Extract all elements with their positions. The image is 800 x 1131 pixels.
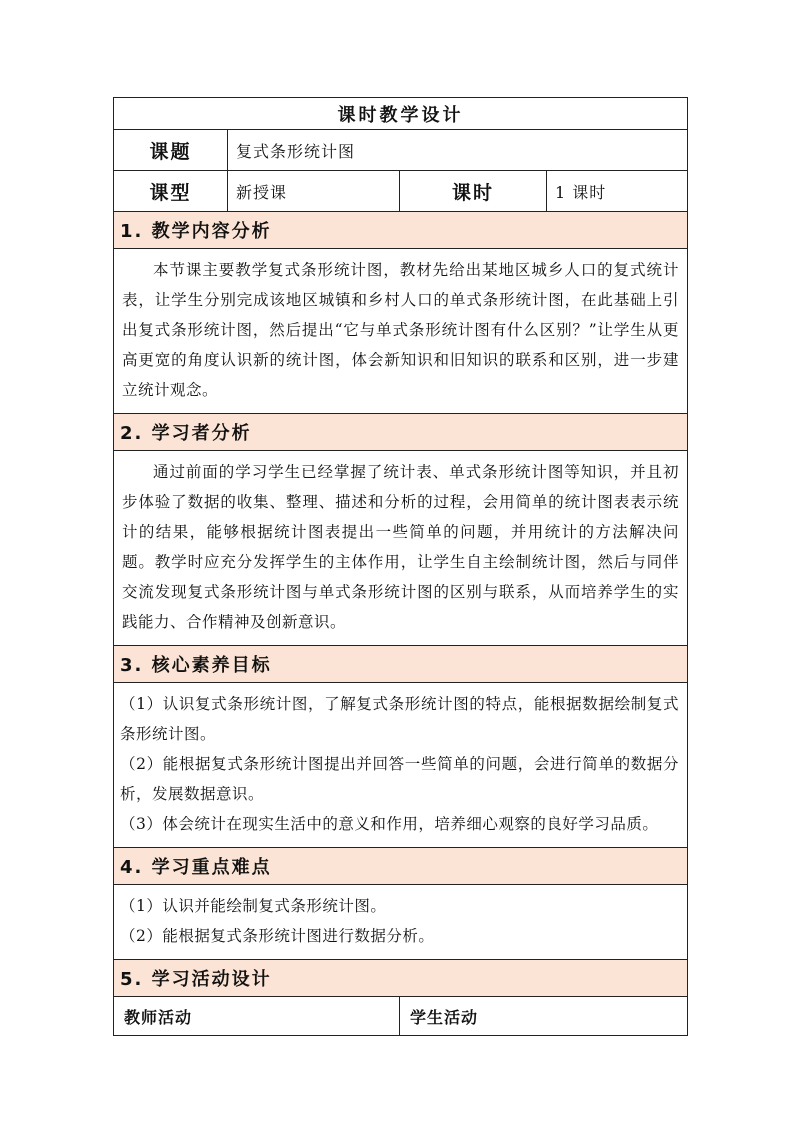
lesson-plan-sheet: [113, 97, 687, 1036]
core-goals-body: [114, 683, 688, 848]
topic-value: 复式条形统计图: [228, 130, 688, 171]
class-hours-label: 课时: [400, 171, 547, 212]
core-goal-item: （1）认识复式条形统计图，了解复式条形统计图的特点，能根据数据绘制复式条形统计图。: [120, 695, 679, 743]
content-analysis-body: [114, 249, 688, 414]
student-activity-header: 学生活动: [400, 997, 688, 1036]
content-analysis-text: 本节课主要教学复式条形统计图，教材先给出某地区城乡人口的复式统计表，让学生分别完成该地区城镇和乡村人口的单式条形统计图，在此基础上引出复式条形统计图，然后提出“它与单式条形统计图有什么区别？”让学生从更高更宽的角度认识新的统计图，体会新知识和旧知识的联系和区别，进一步建立统计观念。: [122, 261, 679, 399]
class-hours-value: 1 课时: [547, 171, 688, 212]
section-heading-learner-analysis: 2. 学习者分析: [114, 414, 688, 451]
lesson-type-value: 新授课: [228, 171, 400, 212]
section-heading-key-points: 4. 学习重点难点: [114, 848, 688, 885]
lesson-type-label: 课型: [114, 171, 228, 212]
page-title: 课时教学设计: [114, 98, 688, 130]
learner-analysis-body: [114, 451, 688, 646]
learner-analysis-text: 通过前面的学习学生已经掌握了统计表、单式条形统计图等知识，并且初步体验了数据的收集、整理、描述和分析的过程，会用简单的统计图表表示统计的结果，能够根据统计图表提出一些简单的问题，并用统计的方法解决问题。教学时应充分发挥学生的主体作用，让学生自主绘制统计图，然后与同伴交流发现复式条形统计图与单式条形统计图的区别与联系，从而培养学生的实践能力、合作精神及创新意识。: [122, 463, 679, 631]
section-heading-activities: 5. 学习活动设计: [114, 960, 688, 997]
topic-label: 课题: [114, 130, 228, 171]
section-heading-content-analysis: 1. 教学内容分析: [114, 212, 688, 249]
teacher-activity-header: 教师活动: [114, 997, 400, 1036]
core-goal-item: （2）能根据复式条形统计图提出并回答一些简单的问题，会进行简单的数据分析，发展数据意识。: [120, 755, 679, 803]
lesson-plan-table: [113, 97, 688, 1036]
section-heading-core-goals: 3. 核心素养目标: [114, 646, 688, 683]
key-points-body: [114, 885, 688, 960]
key-point-item: （1）认识并能绘制复式条形统计图。: [120, 897, 387, 915]
core-goal-item: （3）体会统计在现实生活中的意义和作用，培养细心观察的良好学习品质。: [120, 815, 659, 833]
key-point-item: （2）能根据复式条形统计图进行数据分析。: [120, 927, 435, 945]
